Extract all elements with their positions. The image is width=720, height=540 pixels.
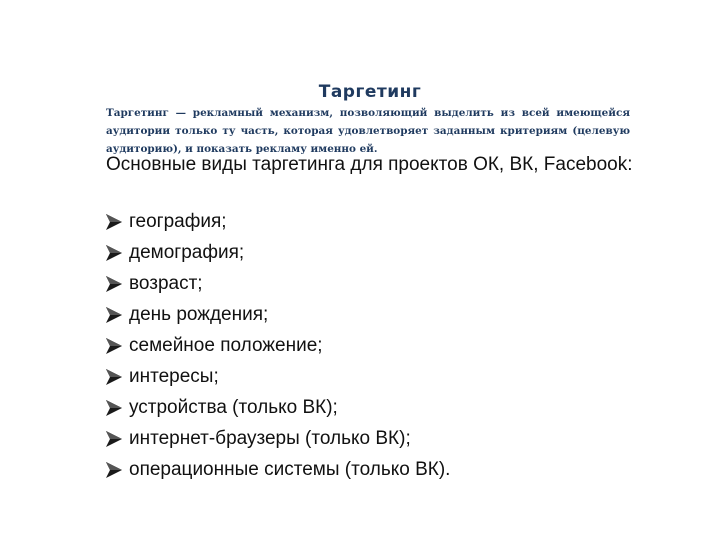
arrowhead-bullet-icon: [104, 368, 124, 386]
list-item-label: возраст;: [129, 272, 203, 294]
list-item-label: интересы;: [129, 365, 219, 387]
list-item: [104, 454, 450, 485]
list-item: [104, 268, 450, 299]
definition-text: Таргетинг — рекламный механизм, позволяющий выделить из всей имеющейся аудитории только ту часть, которая удовлетворяет заданным критериям (целевую аудиторию), и показать рекламу именно ей.: [106, 107, 630, 155]
list-item-label: география;: [129, 210, 227, 232]
arrowhead-bullet-icon: [104, 306, 124, 324]
list-item: [104, 361, 450, 392]
arrowhead-bullet-icon: [104, 461, 124, 479]
list-item-label: операционные системы (только ВК).: [129, 458, 451, 480]
list-item-label: семейное положение;: [129, 334, 323, 356]
arrowhead-bullet-icon: [104, 213, 124, 231]
arrowhead-bullet-icon: [104, 337, 124, 355]
slide-title: Таргетинг: [318, 82, 422, 102]
arrowhead-bullet-icon: [104, 430, 124, 448]
list-item: [104, 392, 450, 423]
list-item: [104, 330, 450, 361]
list-item-label: день рождения;: [129, 303, 269, 325]
arrowhead-bullet-icon: [104, 399, 124, 417]
list-item: [104, 237, 450, 268]
intro-text: Основные виды таргетинга для проектов ОК, ВК, Facebook:: [106, 154, 633, 175]
arrowhead-bullet-icon: [104, 244, 124, 262]
list-item: [104, 423, 450, 454]
list-item-label: интернет-браузеры (только ВК);: [129, 427, 411, 449]
list-item-label: демография;: [129, 241, 245, 263]
list-item: [104, 206, 450, 237]
targeting-types-list: [104, 206, 450, 485]
list-item: [104, 299, 450, 330]
arrowhead-bullet-icon: [104, 275, 124, 293]
list-item-label: устройства (только ВК);: [129, 396, 338, 418]
